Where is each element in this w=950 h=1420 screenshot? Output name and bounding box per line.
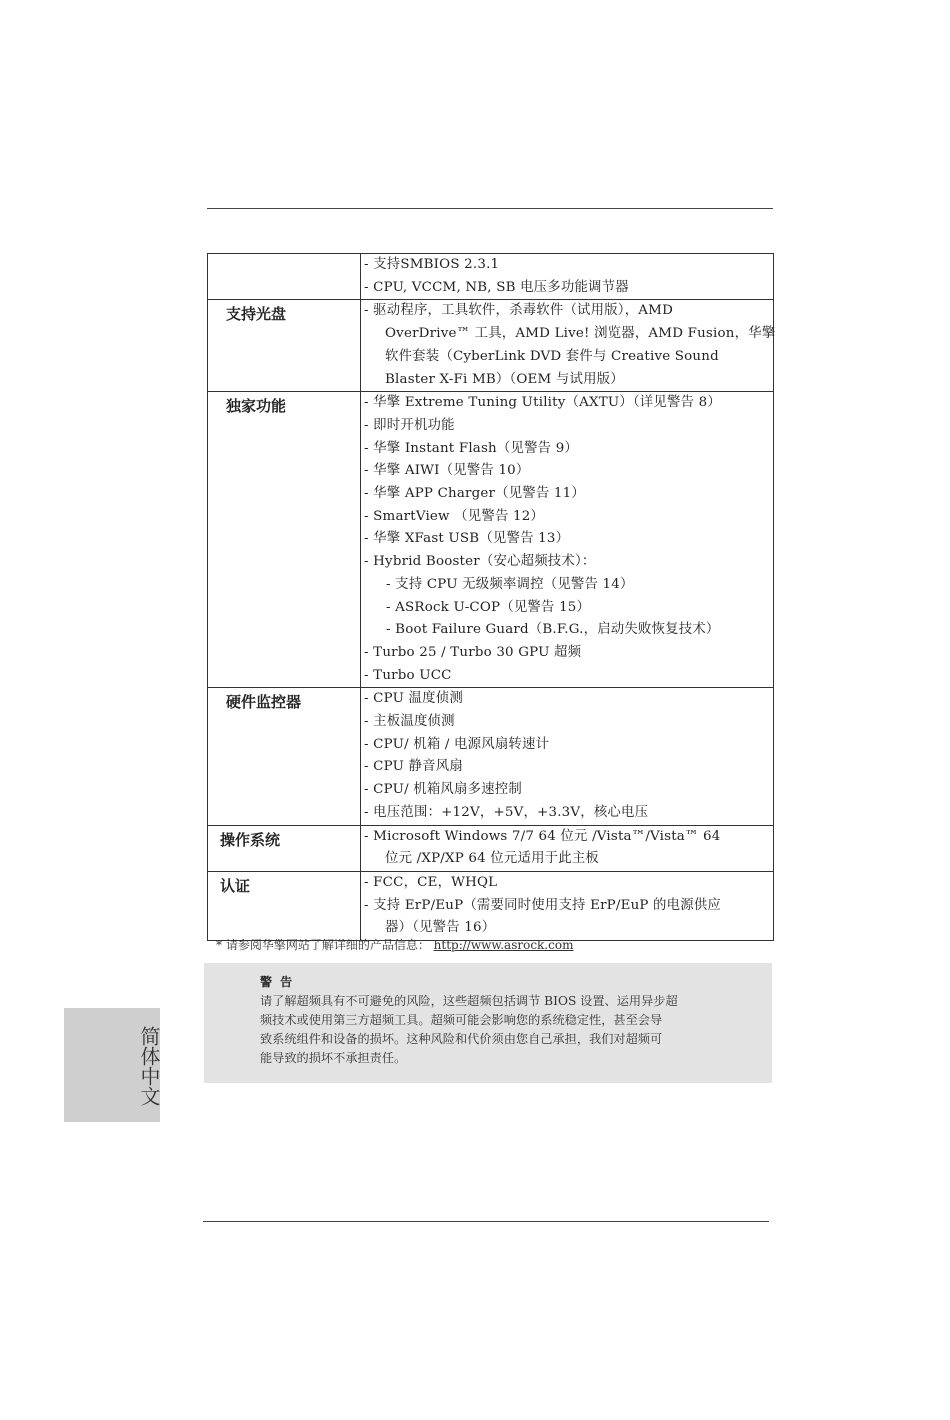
spec-table	[207, 253, 774, 941]
spec-items	[361, 300, 774, 392]
spec-label: 操作系统	[208, 825, 361, 871]
spec-line: Blaster X-Fi MB）（OEM 与试用版）	[385, 371, 624, 387]
spec-items	[361, 871, 774, 940]
spec-line: - CPU, VCCM, NB, SB 电压多功能调节器	[364, 279, 629, 295]
spec-line: - 华擎 Extreme Tuning Utility（AXTU）（详见警告 8）	[364, 395, 721, 411]
spec-items	[361, 688, 774, 825]
spec-line: - CPU 温度侦测	[364, 691, 463, 707]
spec-line: - CPU 静音风扇	[364, 759, 463, 775]
footnote	[216, 936, 573, 953]
spec-line: - 华擎 APP Charger（见警告 11）	[364, 486, 585, 502]
spec-label	[208, 254, 361, 300]
warning-box	[204, 963, 772, 1083]
spec-items	[361, 254, 774, 300]
spec-line: - 即时开机功能	[364, 417, 455, 433]
spec-items	[361, 825, 774, 871]
spec-items	[361, 392, 774, 688]
website-link[interactable]: http://www.asrock.com	[433, 938, 574, 952]
spec-line: - 华擎 XFast USB（见警告 13）	[364, 531, 570, 547]
spec-row-certifications	[208, 871, 774, 940]
spec-line: - 华擎 AIWI（见警告 10）	[364, 463, 530, 479]
spec-subline: - ASRock U-COP（见警告 15）	[386, 599, 591, 615]
spec-label: 独家功能	[208, 392, 361, 688]
warning-body	[260, 992, 720, 1068]
spec-line: 软件套装（CyberLink DVD 套件与 Creative Sound	[385, 348, 719, 364]
language-tab-label: 简体中文	[137, 1026, 161, 1106]
spec-line: - 华擎 Instant Flash（见警告 9）	[364, 440, 579, 456]
spec-line: - 主板温度侦测	[364, 714, 455, 730]
header-rule	[207, 208, 773, 209]
footer-rule	[203, 1221, 769, 1222]
spec-line: - 电压范围：+12V，+5V，+3.3V，核心电压	[364, 804, 649, 820]
spec-line: - FCC，CE，WHQL	[364, 874, 498, 890]
spec-line: OverDrive™ 工具，AMD Live! 浏览器，AMD Fusion，华擎	[385, 326, 776, 342]
spec-line: - SmartView （见警告 12）	[364, 508, 545, 524]
spec-label: 硬件监控器	[208, 688, 361, 825]
spec-line: - CPU/ 机箱 / 电源风扇转速计	[364, 736, 550, 752]
warning-line: 能导致的损坏不承担责任。	[260, 1051, 407, 1065]
warning-line: 频技术或使用第三方超频工具。超频可能会影响您的系统稳定性，甚至会导	[260, 1013, 663, 1027]
spec-row-smbios	[208, 254, 774, 300]
spec-row-os	[208, 825, 774, 871]
spec-line: 器）（见警告 16）	[385, 920, 496, 936]
spec-subline: - 支持 CPU 无级频率调控（见警告 14）	[386, 576, 634, 592]
spec-line: - Microsoft Windows 7/7 64 位元 /Vista™/Vista™ 64	[364, 828, 721, 844]
spec-line: - Hybrid Booster（安心超频技术）：	[364, 554, 596, 570]
spec-line: - Turbo UCC	[364, 667, 452, 683]
language-tab	[64, 1008, 160, 1122]
spec-line: - 支持 ErP/EuP（需要同时使用支持 ErP/EuP 的电源供应	[364, 897, 722, 913]
warning-line: 请了解超频具有不可避免的风险，这些超频包括调节 BIOS 设置、运用异步超	[260, 994, 678, 1008]
spec-row-hardware-monitor	[208, 688, 774, 825]
spec-line: - CPU/ 机箱风扇多速控制	[364, 782, 522, 798]
warning-line: 致系统组件和设备的损坏。这种风险和代价须由您自己承担，我们对超频可	[260, 1032, 663, 1046]
spec-row-support-cd	[208, 300, 774, 392]
warning-title: 警 告	[260, 975, 295, 989]
spec-label: 认证	[208, 871, 361, 940]
spec-label: 支持光盘	[208, 300, 361, 392]
footnote-text: * 请参阅华擎网站了解详细的产品信息：	[216, 938, 430, 952]
spec-line: - Turbo 25 / Turbo 30 GPU 超频	[364, 644, 582, 660]
spec-subline: - Boot Failure Guard（B.F.G.，启动失败恢复技术）	[386, 622, 720, 638]
spec-line: - 驱动程序，工具软件，杀毒软件（试用版），AMD	[364, 303, 674, 319]
spec-row-unique-features	[208, 392, 774, 688]
spec-line: 位元 /XP/XP 64 位元适用于此主板	[385, 851, 600, 867]
spec-line: - 支持SMBIOS 2.3.1	[364, 257, 500, 272]
